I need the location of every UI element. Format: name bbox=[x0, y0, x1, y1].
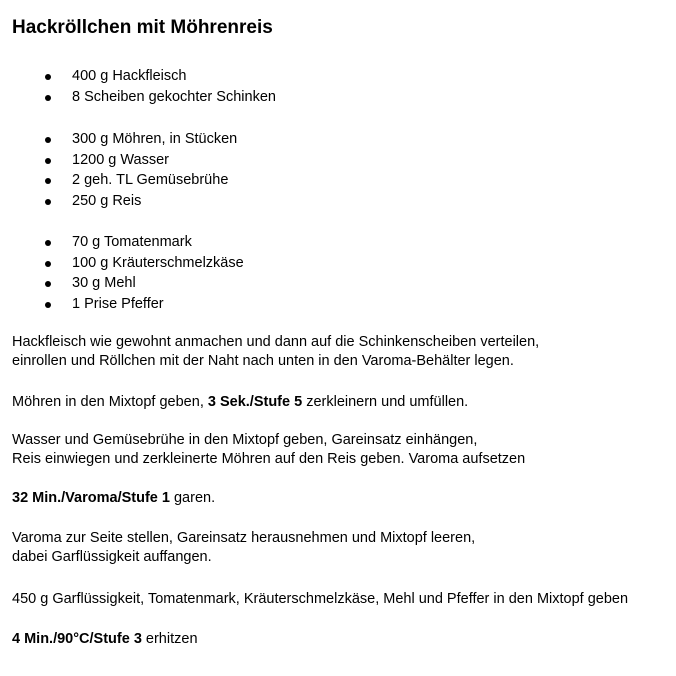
bullet-icon bbox=[45, 137, 51, 143]
bullet-icon bbox=[45, 199, 51, 205]
step-paragraph bbox=[12, 333, 539, 371]
step-setting: 3 Sek./Stufe 5 bbox=[207, 394, 303, 410]
step-setting: 32 Min./Varoma/Stufe 1 bbox=[12, 490, 170, 506]
step-text: Hackfleisch wie gewohnt anmachen und dann auf die Schinkenscheiben verteilen, bbox=[12, 334, 540, 350]
ingredient-list-meat bbox=[72, 66, 276, 107]
bullet-icon bbox=[45, 302, 51, 308]
bullet-icon bbox=[45, 178, 51, 184]
ingredient-item bbox=[72, 294, 244, 315]
ingredient-label: 8 Scheiben gekochter Schinken bbox=[72, 88, 276, 105]
ingredient-label: 70 g Tomatenmark bbox=[72, 234, 192, 250]
step-paragraph bbox=[12, 393, 468, 412]
ingredient-label: 1200 g Wasser bbox=[72, 151, 169, 168]
bullet-icon bbox=[45, 158, 51, 164]
ingredient-item bbox=[72, 273, 244, 294]
ingredient-label: 100 g Kräuterschmelzkäse bbox=[72, 254, 244, 271]
step-text: erhitzen bbox=[141, 631, 198, 647]
bullet-icon bbox=[45, 74, 51, 80]
step-text: zerkleinern und umfüllen. bbox=[302, 394, 469, 410]
step-paragraph bbox=[12, 431, 525, 469]
step-text: Wasser und Gemüsebrühe in den Mixtopf geben, Gareinsatz einhängen, bbox=[12, 432, 478, 448]
step-text: Varoma zur Seite stellen, Gareinsatz herausnehmen und Mixtopf leeren, bbox=[12, 530, 476, 546]
step-text: 450 g Garflüssigkeit, Tomatenmark, Kräuterschmelzkäse, Mehl und Pfeffer in den Mixtopf geben bbox=[12, 591, 629, 607]
ingredient-item bbox=[72, 66, 276, 87]
bullet-icon bbox=[45, 261, 51, 267]
ingredient-item bbox=[72, 232, 244, 253]
ingredient-label: 250 g Reis bbox=[72, 192, 142, 209]
step-text: einrollen und Röllchen mit der Naht nach unten in den Varoma-Behälter legen. bbox=[12, 353, 514, 369]
step-paragraph bbox=[12, 630, 198, 649]
step-text: garen. bbox=[169, 490, 216, 506]
recipe-title: Hackröllchen mit Möhrenreis bbox=[12, 17, 273, 38]
ingredient-list-sauce bbox=[72, 232, 244, 314]
bullet-icon bbox=[45, 95, 51, 101]
ingredient-item bbox=[72, 191, 237, 212]
step-text: Möhren in den Mixtopf geben, bbox=[12, 394, 208, 410]
ingredient-label: 300 g Möhren, in Stücken bbox=[72, 131, 238, 147]
step-text: Reis einwiegen und zerkleinerte Möhren auf den Reis geben. Varoma aufsetzen bbox=[12, 451, 526, 467]
step-paragraph bbox=[12, 529, 475, 567]
ingredient-item bbox=[72, 87, 276, 108]
ingredient-label: 30 g Mehl bbox=[72, 275, 136, 291]
ingredient-label: 1 Prise Pfeffer bbox=[72, 295, 164, 312]
step-paragraph bbox=[12, 489, 215, 508]
ingredient-item bbox=[72, 253, 244, 274]
ingredient-list-rice bbox=[72, 129, 237, 211]
step-text: dabei Garflüssigkeit auffangen. bbox=[12, 549, 212, 565]
step-setting: 4 Min./90°C/Stufe 3 bbox=[12, 631, 142, 647]
ingredient-label: 400 g Hackfleisch bbox=[72, 68, 187, 84]
step-paragraph bbox=[12, 590, 628, 609]
ingredient-label: 2 geh. TL Gemüsebrühe bbox=[72, 172, 229, 188]
bullet-icon bbox=[45, 281, 51, 287]
ingredient-item bbox=[72, 150, 237, 171]
ingredient-item bbox=[72, 170, 237, 191]
ingredient-item bbox=[72, 129, 237, 150]
bullet-icon bbox=[45, 240, 51, 246]
